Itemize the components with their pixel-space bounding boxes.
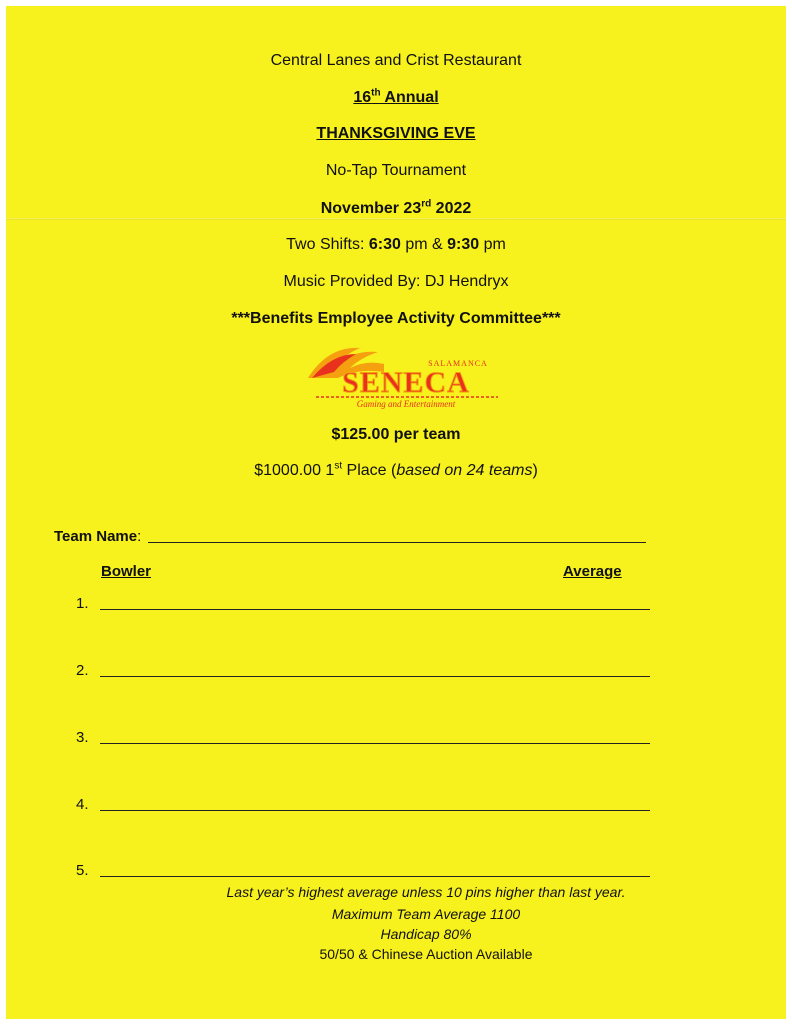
bowler-row-3-number: 3. (76, 729, 89, 746)
event-title: THANKSGIVING EVE (316, 125, 476, 142)
average-header: Average (563, 563, 622, 580)
date-year: 2022 (431, 200, 472, 217)
annual-suffix: th (371, 87, 381, 99)
shift-two-time: 9:30 (447, 236, 480, 253)
annual-number: 16 (353, 89, 372, 106)
team-name-colon: : (137, 528, 142, 545)
prize-amount: $1000.00 1 (254, 462, 335, 479)
prize-close: ) (532, 462, 538, 479)
max-average-text: Maximum Team Average 1100 (331, 906, 521, 922)
bowler-row-2-number: 2. (76, 662, 89, 679)
team-name-label (54, 528, 141, 545)
footer-note-auction: 50/50 & Chinese Auction Available (319, 946, 533, 962)
team-name-text: Team Name (54, 528, 138, 545)
logo-wordmark: SENECA (342, 366, 470, 399)
first-place-prize (6, 461, 786, 481)
bowler-row-5-number: 5. (76, 862, 89, 879)
event-date (6, 199, 786, 219)
logo-tagline: Gaming and Entertainment (356, 399, 456, 409)
footer-note-average-rule (106, 882, 746, 902)
bowler-row-4-field[interactable] (100, 810, 650, 811)
shift-separator: pm & (400, 236, 448, 253)
prize-place: Place ( (342, 462, 397, 479)
venue-name: Central Lanes and Crist Restaurant (270, 52, 522, 69)
bowler-row-5-field[interactable] (100, 876, 650, 877)
bowler-row-1-number: 1. (76, 595, 89, 612)
footer-note-max-average (106, 904, 746, 924)
seneca-logo (298, 342, 508, 412)
music-credit: Music Provided By: DJ Hendryx (283, 273, 509, 290)
bowler-row-4-number: 4. (76, 796, 89, 813)
logo-top-text: SALAMANCA (428, 359, 488, 368)
shifts-label: Two Shifts: (286, 236, 369, 253)
prize-condition: based on 24 teams (396, 462, 533, 479)
flyer-page (6, 6, 786, 1019)
prize-suffix: st (334, 460, 343, 472)
bowler-row-1-field[interactable] (100, 609, 650, 610)
benefits-line: ***Benefits Employee Activity Committee*** (231, 310, 561, 327)
footer-note-handicap (106, 924, 746, 944)
shift-one-time: 6:30 (368, 236, 401, 253)
team-name-field[interactable] (148, 542, 646, 543)
annual-heading (6, 88, 786, 108)
shift-end: pm (479, 236, 506, 253)
date-suffix: rd (421, 198, 432, 210)
annual-word: Annual (380, 89, 439, 106)
bowler-header: Bowler (101, 563, 152, 580)
handicap-text: Handicap 80% (380, 926, 472, 942)
team-price: $125.00 per team (331, 426, 461, 443)
average-rule-text: Last year’s highest average unless 10 pins higher than last year. (226, 884, 626, 900)
bowler-row-2-field[interactable] (100, 676, 650, 677)
tournament-type: No-Tap Tournament (325, 162, 467, 179)
bowler-row-3-field[interactable] (100, 743, 650, 744)
shift-times (6, 235, 786, 255)
date-main: November 23 (320, 200, 422, 217)
